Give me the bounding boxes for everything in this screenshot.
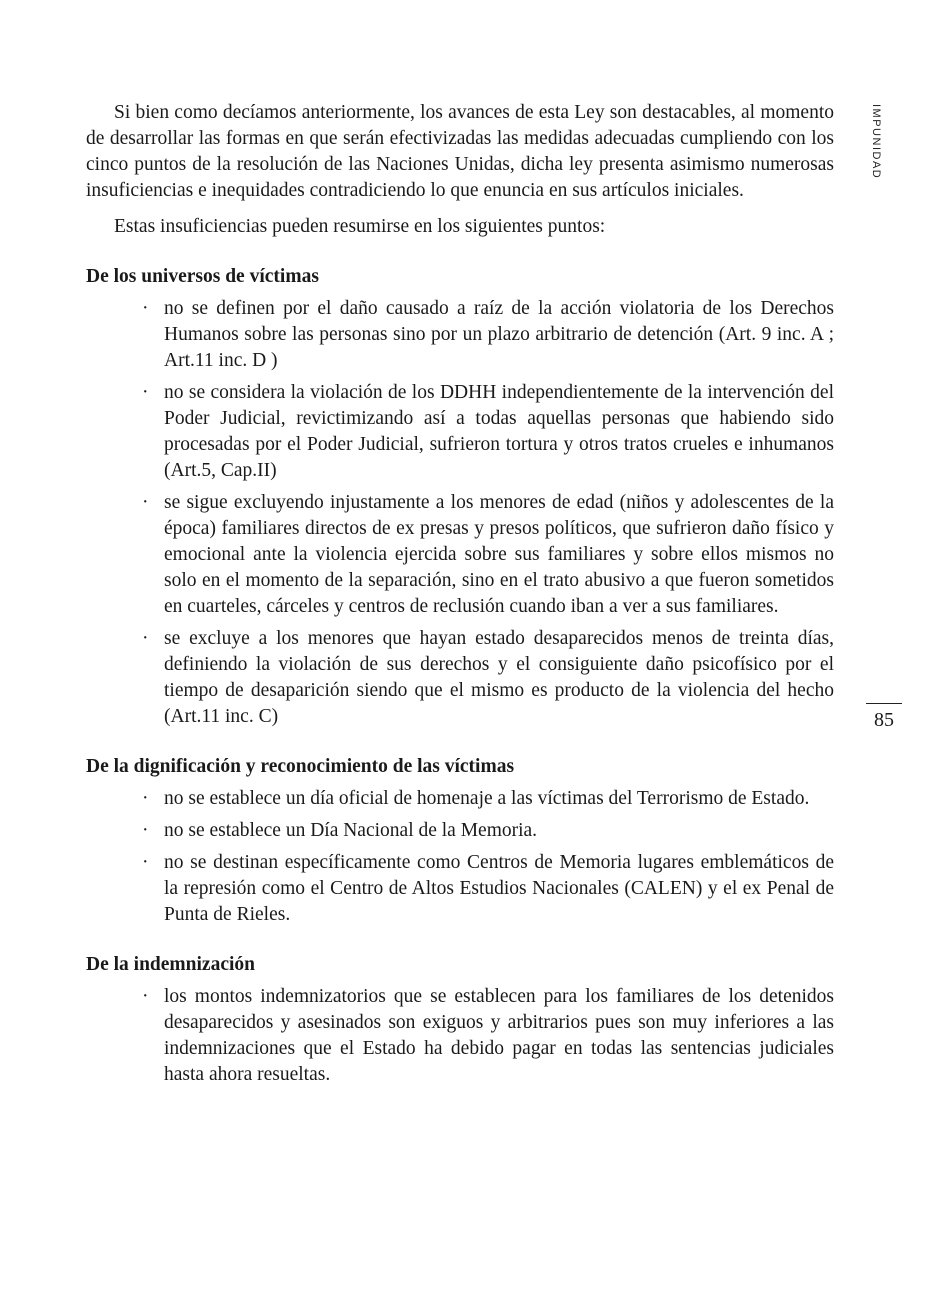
list-item	[86, 380, 834, 484]
bullet-list	[86, 786, 834, 928]
bullet-icon: ·	[142, 628, 149, 649]
list-item-text: se sigue excluyendo injustamente a los menores de edad (niños y adolescentes de la época) familiares directos de ex presas y presos políticos, que sufrieron daño físico y emocional ante la violencia ejercida sobre sus familiares y sobre ellos mismos no solo en el momento de la separación, sino en el trato abusivo a que fueron sometidos en cuarteles, cárceles y centros de reclusión cuando iban a ver a sus familiares.	[164, 492, 834, 617]
list-item	[86, 984, 834, 1088]
running-head: IMPUNIDAD	[870, 104, 882, 180]
bullet-list	[86, 296, 834, 730]
page-number-rule	[866, 703, 902, 704]
list-item-text: se excluye a los menores que hayan estado desaparecidos menos de treinta días, definiendo la violación de sus derechos y el consiguiente daño psicofísico por el tiempo de desaparición siendo que el mismo es producto de la violencia del hecho (Art.11 inc. C)	[164, 628, 834, 727]
list-item	[86, 818, 834, 844]
bullet-icon: ·	[142, 852, 149, 873]
bullet-icon: ·	[142, 492, 149, 513]
list-item	[86, 626, 834, 730]
section-heading: De la indemnización	[86, 954, 255, 975]
list-item-text: no se considera la violación de los DDHH independientemente de la intervención del Poder Judicial, revictimizando así a todas aquellas personas que habiendo sido procesadas por el Poder Judicial, sufrieron tortura y otros tratos crueles e inhumanos (Art.5, Cap.II)	[164, 382, 834, 481]
list-item-text: no se destinan específicamente como Centros de Memoria lugares emblemáticos de la represión como el Centro de Altos Estudios Nacionales (CALEN) y el ex Penal de Punta de Rieles.	[164, 852, 834, 925]
list-item	[86, 490, 834, 620]
bullet-list	[86, 984, 834, 1088]
intro-paragraph: Si bien como decíamos anteriormente, los avances de esta Ley son destacables, al momento de desarrollar las formas en que serán efectivizadas las medidas adecuadas cumpliendo con los cinco puntos de la resolución de las Naciones Unidas, dicha ley presenta asimismo numerosas insuficiencias e inequidades contradiciendo lo que enuncia en sus artículos iniciales.	[86, 102, 834, 201]
section	[86, 754, 834, 928]
bullet-icon: ·	[142, 986, 149, 1007]
section-heading: De los universos de víctimas	[86, 266, 319, 287]
page-body	[86, 100, 834, 1094]
bullet-icon: ·	[142, 788, 149, 809]
page-number: 85	[874, 709, 894, 731]
section	[86, 264, 834, 730]
list-item	[86, 296, 834, 374]
section-heading: De la dignificación y reconocimiento de las víctimas	[86, 756, 515, 777]
list-item	[86, 850, 834, 928]
list-item-text: no se definen por el daño causado a raíz de la acción violatoria de los Derechos Humanos sobre las personas sino por un plazo arbitrario de detención (Art. 9 inc. A ; Art.11 inc. D )	[164, 298, 834, 371]
bullet-icon: ·	[142, 298, 149, 319]
list-item-text: no se establece un Día Nacional de la Memoria.	[164, 820, 538, 841]
bullet-icon: ·	[142, 820, 149, 841]
intro-paragraph: Estas insuficiencias pueden resumirse en los siguientes puntos:	[114, 216, 606, 237]
section	[86, 952, 834, 1088]
list-item	[86, 786, 834, 812]
bullet-icon: ·	[142, 382, 149, 403]
list-item-text: los montos indemnizatorios que se establecen para los familiares de los detenidos desaparecidos y asesinados son exiguos y arbitrarios pues son muy inferiores a las indemnizaciones que el Estado ha debido pagar en todas las sentencias judiciales hasta ahora resueltas.	[164, 986, 834, 1085]
list-item-text: no se establece un día oficial de homenaje a las víctimas del Terrorismo de Estado.	[164, 788, 810, 809]
